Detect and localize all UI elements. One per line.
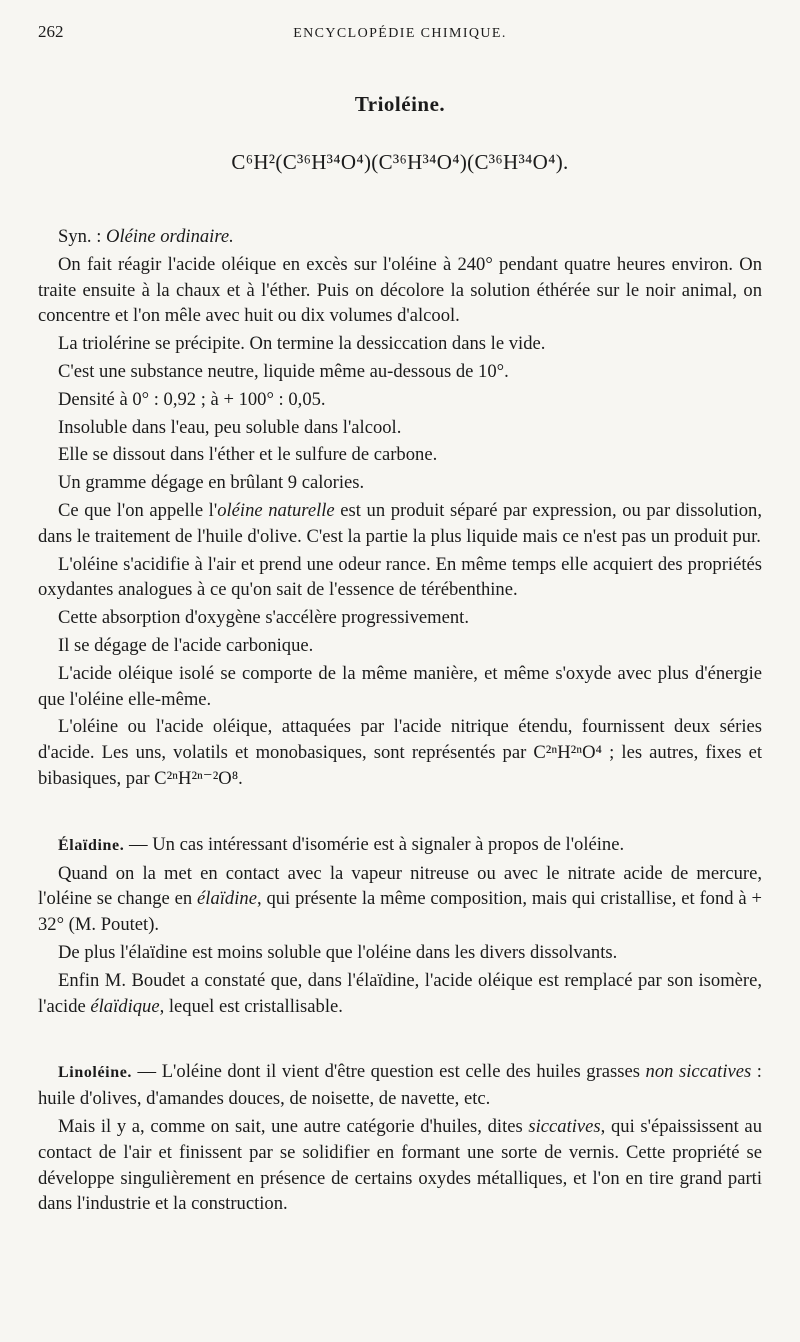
text-run: Enfin M. Boudet a constaté que, dans l'élaïdine, l'acide oléique est remplacé par son isomère, l'acide: [38, 969, 762, 1017]
paragraph: [38, 968, 762, 1020]
synonym-label: Syn. :: [58, 226, 107, 247]
paragraph: La triolérine se précipite. On termine la dessiccation dans le vide.: [58, 333, 546, 355]
subsection-heading: Linoléine.: [58, 1064, 133, 1082]
paragraph: [38, 861, 762, 938]
elaidine-paragraph: [38, 832, 762, 859]
text-run: , qui présente la même composition, mais qui cristallise, et fond à + 32° (M. Poutet).: [38, 888, 762, 936]
paragraph: Un gramme dégage en brûlant 9 calories.: [58, 472, 365, 494]
paragraph: Elle se dissout dans l'éther et le sulfure de carbone.: [58, 444, 438, 466]
paragraph: On fait réagir l'acide oléique en excès sur l'oléine à 240° pendant quatre heures environ. On traite ensuite à la chaux et à l'éther. Puis on décolore la solution éthérée sur le noir animal, on concentre et l'on mêle avec huit ou dix volumes d'alcool.: [38, 253, 762, 327]
text-run: , qui s'épaississent au contact de l'air et finissent par se solidifier en formant une sorte de vernis. Cette propriété se développe singulièrement en présence de certains oxydes métalliques, et l'on en tire grand parti dans l'industrie et la construction.: [38, 1115, 762, 1215]
synonym-paragraph: [38, 224, 762, 250]
paragraph: Cette absorption d'oxygène s'accélère progressivement.: [58, 607, 469, 629]
paragraph: [38, 1114, 762, 1217]
emphasis: oléine naturelle: [217, 499, 335, 521]
synonym-value: Oléine ordinaire.: [106, 226, 234, 247]
paragraph: [38, 498, 762, 550]
paragraph: Insoluble dans l'eau, peu soluble dans l'alcool.: [58, 416, 402, 438]
paragraph: C'est une substance neutre, liquide même au-dessous de 10°.: [58, 360, 509, 382]
text-run: Quand on la met en contact avec la vapeur nitreuse ou avec le nitrate acide de mercure, l'oléine se change en: [38, 862, 762, 910]
emphasis: élaïdine: [197, 888, 257, 910]
text-run: est un produit séparé par expression, ou par dissolution, dans le traitement de l'huile d'olive. C'est la partie la plus liquide mais ce n'est pas un produit pur.: [38, 499, 762, 547]
page-header: [38, 22, 762, 48]
paragraph: Densité à 0° : 0,92 ; à + 100° : 0,05.: [58, 388, 326, 410]
subsection-heading: Élaïdine.: [58, 836, 125, 854]
linoleine-paragraph: [38, 1059, 762, 1112]
emphasis: élaïdique: [90, 995, 160, 1017]
chemical-formula: C⁶H²(C³⁶H³⁴O⁴)(C³⁶H³⁴O⁴)(C³⁶H³⁴O⁴).: [231, 150, 569, 174]
paragraph: L'oléine s'acidifie à l'air et prend une odeur rance. En même temps elle acquiert des propriétés oxydantes analogues à ce qu'on sait de l'essence de térébenthine.: [38, 553, 762, 601]
text-run: Mais il y a, comme on sait, une autre catégorie d'huiles, dites: [58, 1115, 529, 1137]
paragraph: Il se dégage de l'acide carbonique.: [58, 634, 314, 656]
text-run: , lequel est cristallisable.: [159, 995, 343, 1017]
paragraph: L'oléine ou l'acide oléique, attaquées par l'acide nitrique étendu, fournissent deux séries d'acide. Les uns, volatils et monobasiques, sont représentés par C²ⁿH²ⁿO⁴ ; les autres, fixes et bibasiques, par C²ⁿH²ⁿ⁻²O⁸.: [38, 716, 762, 789]
page-number: 262: [38, 22, 64, 41]
text-run: — L'oléine dont il vient d'être question est celle des huiles grasses: [132, 1061, 646, 1083]
section-title: Trioléine.: [354, 92, 446, 116]
text-run: — Un cas intéressant d'isomérie est à signaler à propos de l'oléine.: [124, 833, 625, 855]
paragraph: L'acide oléique isolé se comporte de la même manière, et même s'oxyde avec plus d'énergie que l'oléine elle-même.: [38, 662, 762, 710]
text-run: Ce que l'on appelle l': [58, 499, 218, 521]
running-title: ENCYCLOPÉDIE CHIMIQUE.: [293, 26, 507, 41]
body-text: [38, 224, 762, 1219]
paragraph: De plus l'élaïdine est moins soluble que l'oléine dans les divers dissolvants.: [58, 941, 618, 963]
emphasis: non siccatives: [645, 1061, 752, 1083]
text-run: : huile d'olives, d'amandes douces, de noisette, de navette, etc.: [38, 1061, 762, 1110]
emphasis: siccatives: [528, 1115, 601, 1137]
